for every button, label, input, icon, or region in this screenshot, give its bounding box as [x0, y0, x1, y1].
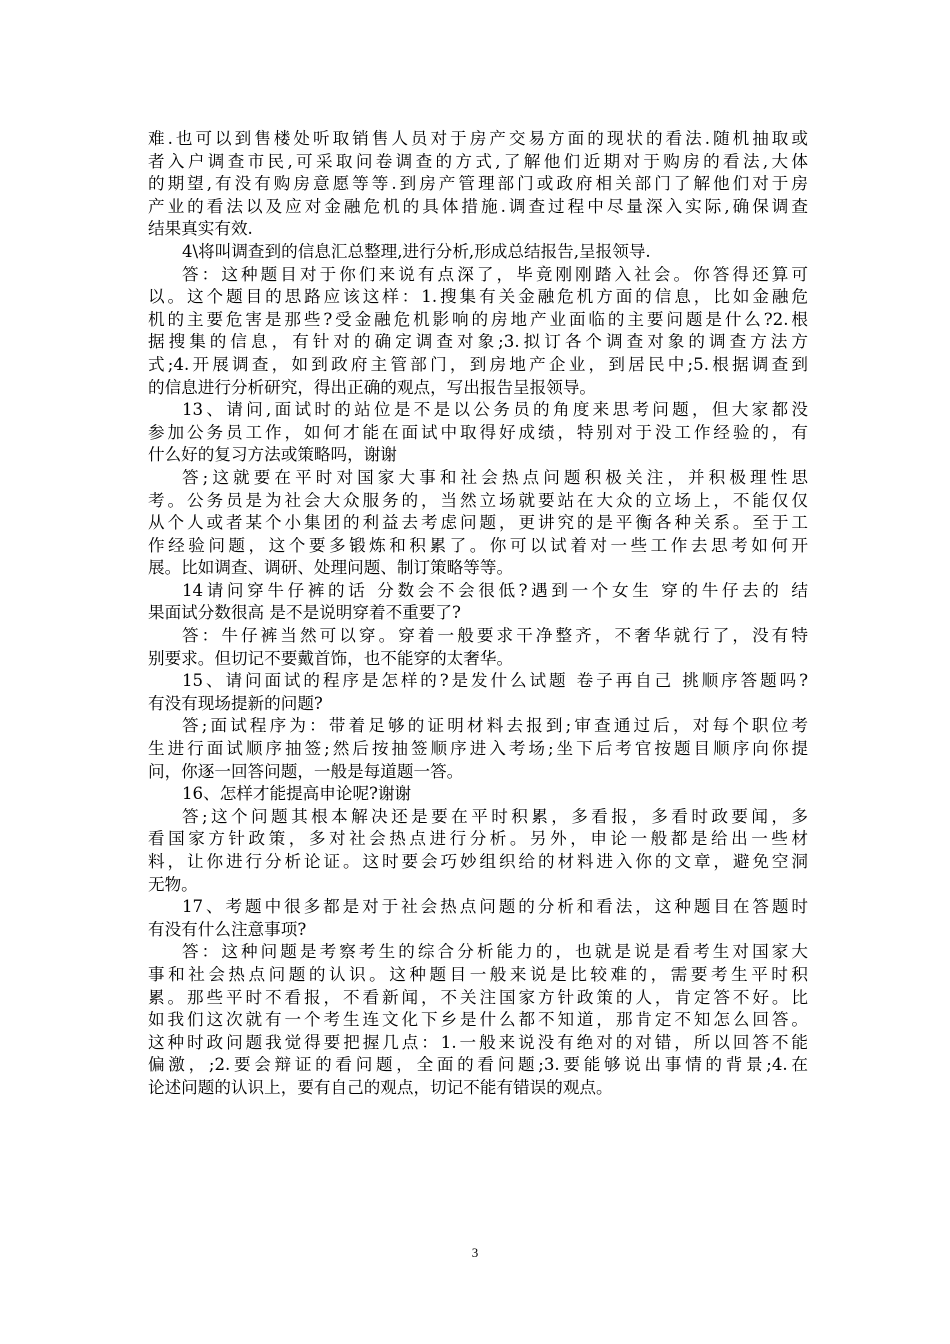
text-line: 13、请问,面试时的站位是不是以公务员的角度来思考问题，但大家都没	[182, 400, 808, 420]
text-line: 产业的看法以及应对金融危机的具体措施.调查过程中尽量深入实际,确保调查	[148, 196, 808, 216]
text-line: 答：牛仔裤当然可以穿。穿着一般要求干净整齐，不奢华就行了，没有特	[182, 626, 808, 646]
text-line: 结果真实有效.	[148, 219, 253, 239]
text-line: 参加公务员工作，如何才能在面试中取得好成绩，特别对于没工作经验的，有	[148, 422, 808, 442]
text-line: 17、考题中很多都是对于社会热点问题的分析和看法，这种题目在答题时	[182, 897, 808, 917]
body-text	[148, 128, 808, 1100]
text-line: 这种时政问题我觉得要把握几点：1.一般来说没有绝对的对错，所以回答不能	[148, 1032, 808, 1052]
text-line: 论述问题的认识上，要有自己的观点，切记不能有错误的观点。	[148, 1077, 613, 1097]
text-line: 答;这就要在平时对国家大事和社会热点问题积极关注，并积极理性思	[182, 467, 808, 487]
text-line: 答;这个问题其根本解决还是要在平时积累，多看报，多看时政要闻，多	[182, 806, 808, 826]
text-line: 料，让你进行分析论证。这时要会巧妙组织给的材料进入你的文章，避免空洞	[148, 852, 808, 871]
text-line: 作经验问题，这个要多锻炼和积累了。你可以试着对一些工作去思考如何开	[148, 535, 808, 555]
text-line: 别要求。但切记不要戴首饰，也不能穿的太奢华。	[148, 648, 514, 668]
text-line: 看国家方针政策，多对社会热点进行分析。另外，申论一般都是给出一些材	[148, 829, 808, 849]
text-line: 考。公务员是为社会大众服务的，当然立场就要站在大众的立场上，不能仅仅	[148, 490, 808, 510]
text-line: 答：这种题目对于你们来说有点深了，毕竟刚刚踏入社会。你答得还算可	[182, 264, 808, 284]
text-line: 答：这种问题是考察考生的综合分析能力的，也就是说是看考生对国家大	[182, 942, 808, 962]
text-line: 者入户调查市民,可采取问卷调查的方式,了解他们近期对于购房的看法,大体	[148, 151, 808, 171]
text-line: 答;面试程序为：带着足够的证明材料去报到;审查通过后，对每个职位考	[182, 716, 808, 736]
text-line: 的信息进行分析研究，得出正确的观点，写出报告呈报领导。	[148, 377, 597, 397]
text-line: 问，你逐一回答问题，一般是每道题一答。	[148, 761, 464, 781]
text-line: 生进行面试顺序抽签;然后按抽签顺序进入考场;坐下后考官按题目顺序向你提	[148, 739, 808, 759]
text-line: 累。那些平时不看报，不看新闻，不关注国家方针政策的人，肯定答不好。比	[148, 987, 808, 1007]
text-line: 16、怎样才能提高申论呢?谢谢	[182, 784, 412, 804]
text-line: 的期望,有没有购房意愿等等.到房产管理部门或政府相关部门了解他们对于房	[148, 174, 808, 194]
text-line: 无物。	[148, 874, 198, 894]
text-line: 事和社会热点问题的认识。这种题目一般来说是比较难的，需要考生平时积	[148, 964, 808, 984]
text-line: 据搜集的信息，有针对的确定调查对象;3.拟订各个调查对象的调查方法方	[148, 332, 808, 352]
text-line: 果面试分数很高 是不是说明穿着不重要了?	[148, 603, 461, 623]
text-line: 式;4.开展调查，如到政府主管部门，到房地产企业，到居民中;5.根据调查到	[148, 354, 808, 374]
text-line: 什么好的复习方法或策略吗，谢谢	[148, 445, 397, 465]
text-line: 如我们这次就有一个考生连文化下乡是什么都不知道，那肯定不知怎么回答。	[148, 1010, 808, 1030]
text-line: 展。比如调查、调研、处理问题、制订策略等等。	[148, 558, 514, 578]
text-line: 有没有现场提新的问题?	[148, 693, 323, 713]
text-line: 14请问穿牛仔裤的话 分数会不会很低?遇到一个女生 穿的牛仔去的 结	[182, 580, 808, 600]
text-line: 以。这个题目的思路应该这样：1.搜集有关金融危机方面的信息，比如金融危	[148, 287, 808, 307]
text-line: 从个人或者某个小集团的利益去考虑问题，更讲究的是平衡各种关系。至于工	[148, 513, 808, 533]
text-line: 偏激，;2.要会辩证的看问题，全面的看问题;3.要能够说出事情的背景;4.在	[148, 1055, 808, 1075]
text-line: 难.也可以到售楼处听取销售人员对于房产交易方面的现状的看法.随机抽取或	[148, 129, 808, 148]
text-line: 4\将叫调查到的信息汇总整理,进行分析,形成总结报告,呈报领导.	[182, 241, 651, 261]
text-line: 15、请问面试的程序是怎样的?是发什么试题 卷子再自己 挑顺序答题吗?	[182, 671, 808, 691]
text-line: 机的主要危害是那些?受金融危机影响的房地产业面临的主要问题是什么?2.根	[148, 309, 808, 329]
text-line: 有没有什么注意事项?	[148, 919, 307, 939]
page-number: 3	[471, 1245, 479, 1260]
